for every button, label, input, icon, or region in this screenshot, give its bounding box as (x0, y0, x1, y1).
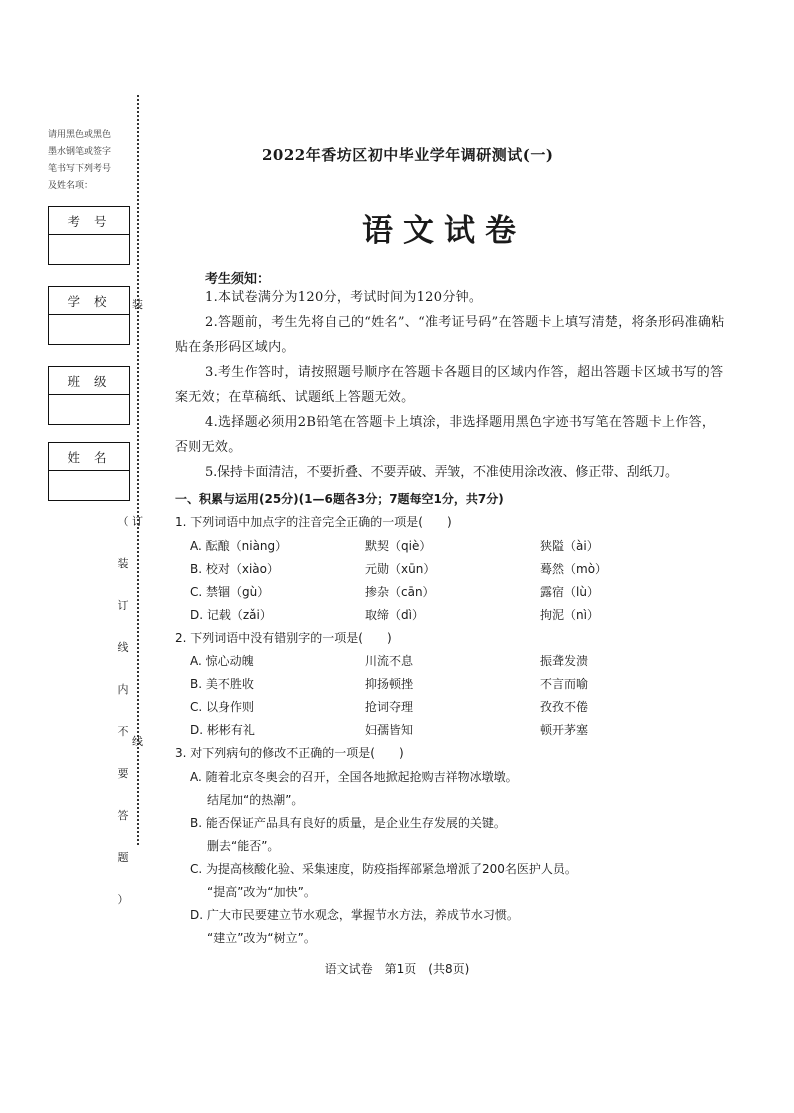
binding-mark-zhuang: 装 (132, 298, 143, 311)
binding-warning-char: 装 (117, 557, 129, 570)
binding-warning-char: 线 (117, 641, 129, 654)
name-field[interactable] (49, 471, 129, 500)
question-3-fix: 结尾加“的热潮”。 (207, 793, 304, 807)
option-cell: 川流不息 (365, 654, 414, 668)
option-cell: 不言而喻 (540, 677, 589, 691)
name-box (48, 442, 130, 501)
notice-item: 4.选择题必须用2B铅笔在答题卡上填涂，非选择题用黑色字迹书写笔在答题卡上作答，否则无效。 (175, 415, 716, 455)
page-title: 语文试卷 (362, 213, 526, 249)
option-cell: 振聋发溃 (540, 654, 589, 668)
sidebar-instructions (48, 127, 130, 195)
school-box (48, 286, 130, 345)
option-cell: 抢词夺理 (365, 700, 414, 714)
option-cell: 蓦然（mò） (540, 562, 608, 576)
option-cell: C. 禁锢（gù） (190, 585, 270, 599)
binding-warning-char: 题 (117, 851, 129, 864)
option-cell: B. 校对（xiào） (190, 562, 279, 576)
instruction-line: 请用黑色或黑色 (48, 130, 112, 140)
option-cell: 取缔（dì） (365, 608, 424, 622)
binding-warning-char: 要 (117, 767, 129, 780)
question-3-option[interactable]: D. 广大市民要建立节水观念，掌握节水方法，养成节水习惯。 (190, 908, 519, 922)
option-cell: D. 记载（zǎi） (190, 608, 272, 622)
option-cell: 露宿（lù） (540, 585, 599, 599)
option-cell: 妇孺皆知 (365, 723, 414, 737)
question-2-option-row[interactable] (190, 721, 730, 743)
question-3-option[interactable]: B. 能否保证产品具有良好的质量，是企业生存发展的关键。 (190, 816, 506, 830)
instruction-line: 墨水钢笔或签字 (48, 147, 112, 157)
class-label: 班级 (49, 367, 129, 395)
notice-item: 3.考生作答时，请按照题号顺序在答题卡各题目的区域内作答，超出答题卡区域书写的答案无效；在草稿纸、试题纸上答题无效。 (175, 365, 724, 405)
binding-mark-xian: 线 (132, 735, 143, 748)
binding-warning-char: 订 (117, 599, 129, 612)
question-3-fix: 删去“能否”。 (207, 839, 280, 853)
page-footer: 语文试卷 第1页 (共8页) (324, 962, 470, 976)
option-cell: 狭隘（ài） (540, 539, 599, 553)
question-2-option-row[interactable] (190, 652, 730, 674)
section-heading: 一、积累与运用(25分)(1—6题各3分；7题每空1分，共7分) (175, 492, 504, 506)
option-cell: 元勋（xūn） (365, 562, 436, 576)
option-cell: C. 以身作则 (190, 700, 255, 714)
question-3-option[interactable]: C. 为提高核酸化验、采集速度，防疫指挥部紧急增派了200名医护人员。 (190, 862, 577, 876)
question-1-option-row[interactable] (190, 606, 730, 628)
question-1-stem: 1. 下列词语中加点字的注音完全正确的一项是( ) (175, 515, 452, 529)
question-3-fix: “建立”改为“树立”。 (207, 931, 316, 945)
option-cell: A. 惊心动魄 (190, 654, 254, 668)
option-cell: 掺杂（cān） (365, 585, 435, 599)
instruction-line: 及姓名项： (48, 181, 94, 191)
option-cell: A. 酝酿（niàng） (190, 539, 288, 553)
binding-warning-char: 答 (117, 809, 129, 822)
binding-warning-vertical (114, 513, 132, 933)
binding-warning-char: ） (117, 893, 129, 906)
school-field[interactable] (49, 315, 129, 344)
option-cell: 抑扬顿挫 (365, 677, 414, 691)
question-1-option-row[interactable] (190, 560, 730, 582)
question-3-option[interactable]: A. 随着北京冬奥会的召开，全国各地掀起抢购吉祥物冰墩墩。 (190, 770, 518, 784)
name-label: 姓名 (49, 443, 129, 471)
question-2-option-row[interactable] (190, 675, 730, 697)
option-cell: 默契（qiè） (365, 539, 432, 553)
instruction-line: 笔书写下列考号 (48, 164, 112, 174)
exam-subtitle: 2022年香坊区初中毕业学年调研测试(一) (262, 146, 554, 164)
exam-number-field[interactable] (49, 235, 129, 264)
binding-warning-char: 不 (117, 725, 129, 738)
option-cell: B. 美不胜收 (190, 677, 254, 691)
binding-warning-char: （ (117, 515, 129, 528)
notice-item: 5.保持卡面清洁，不要折叠、不要弄破、弄皱，不准使用涂改液、修正带、刮纸刀。 (205, 465, 678, 480)
notice-item: 1.本试卷满分为120分，考试时间为120分钟。 (205, 290, 483, 305)
question-3-fix: “提高”改为“加快”。 (207, 885, 316, 899)
question-1-option-row[interactable] (190, 583, 730, 605)
class-box (48, 366, 130, 425)
question-2-option-row[interactable] (190, 698, 730, 720)
binding-mark-ding: 订 (132, 515, 143, 528)
option-cell: 孜孜不倦 (540, 700, 589, 714)
exam-number-box (48, 206, 130, 265)
notice-item: 2.答题前，考生先将自己的“姓名”、“准考证号码”在答题卡上填写清楚，将条形码准确粘贴在条形码区域内。 (175, 315, 725, 355)
question-1-option-row[interactable] (190, 537, 730, 559)
question-2-stem: 2. 下列词语中没有错别字的一项是( ) (175, 631, 392, 645)
option-cell: D. 彬彬有礼 (190, 723, 255, 737)
binding-warning-char: 内 (117, 683, 129, 696)
notice-heading: 考生须知： (205, 272, 271, 287)
option-cell: 拘泥（nì） (540, 608, 599, 622)
school-label: 学校 (49, 287, 129, 315)
exam-number-label: 考号 (49, 207, 129, 235)
class-field[interactable] (49, 395, 129, 424)
question-3-stem: 3. 对下列病句的修改不正确的一项是( ) (175, 746, 404, 760)
option-cell: 顿开茅塞 (540, 723, 589, 737)
